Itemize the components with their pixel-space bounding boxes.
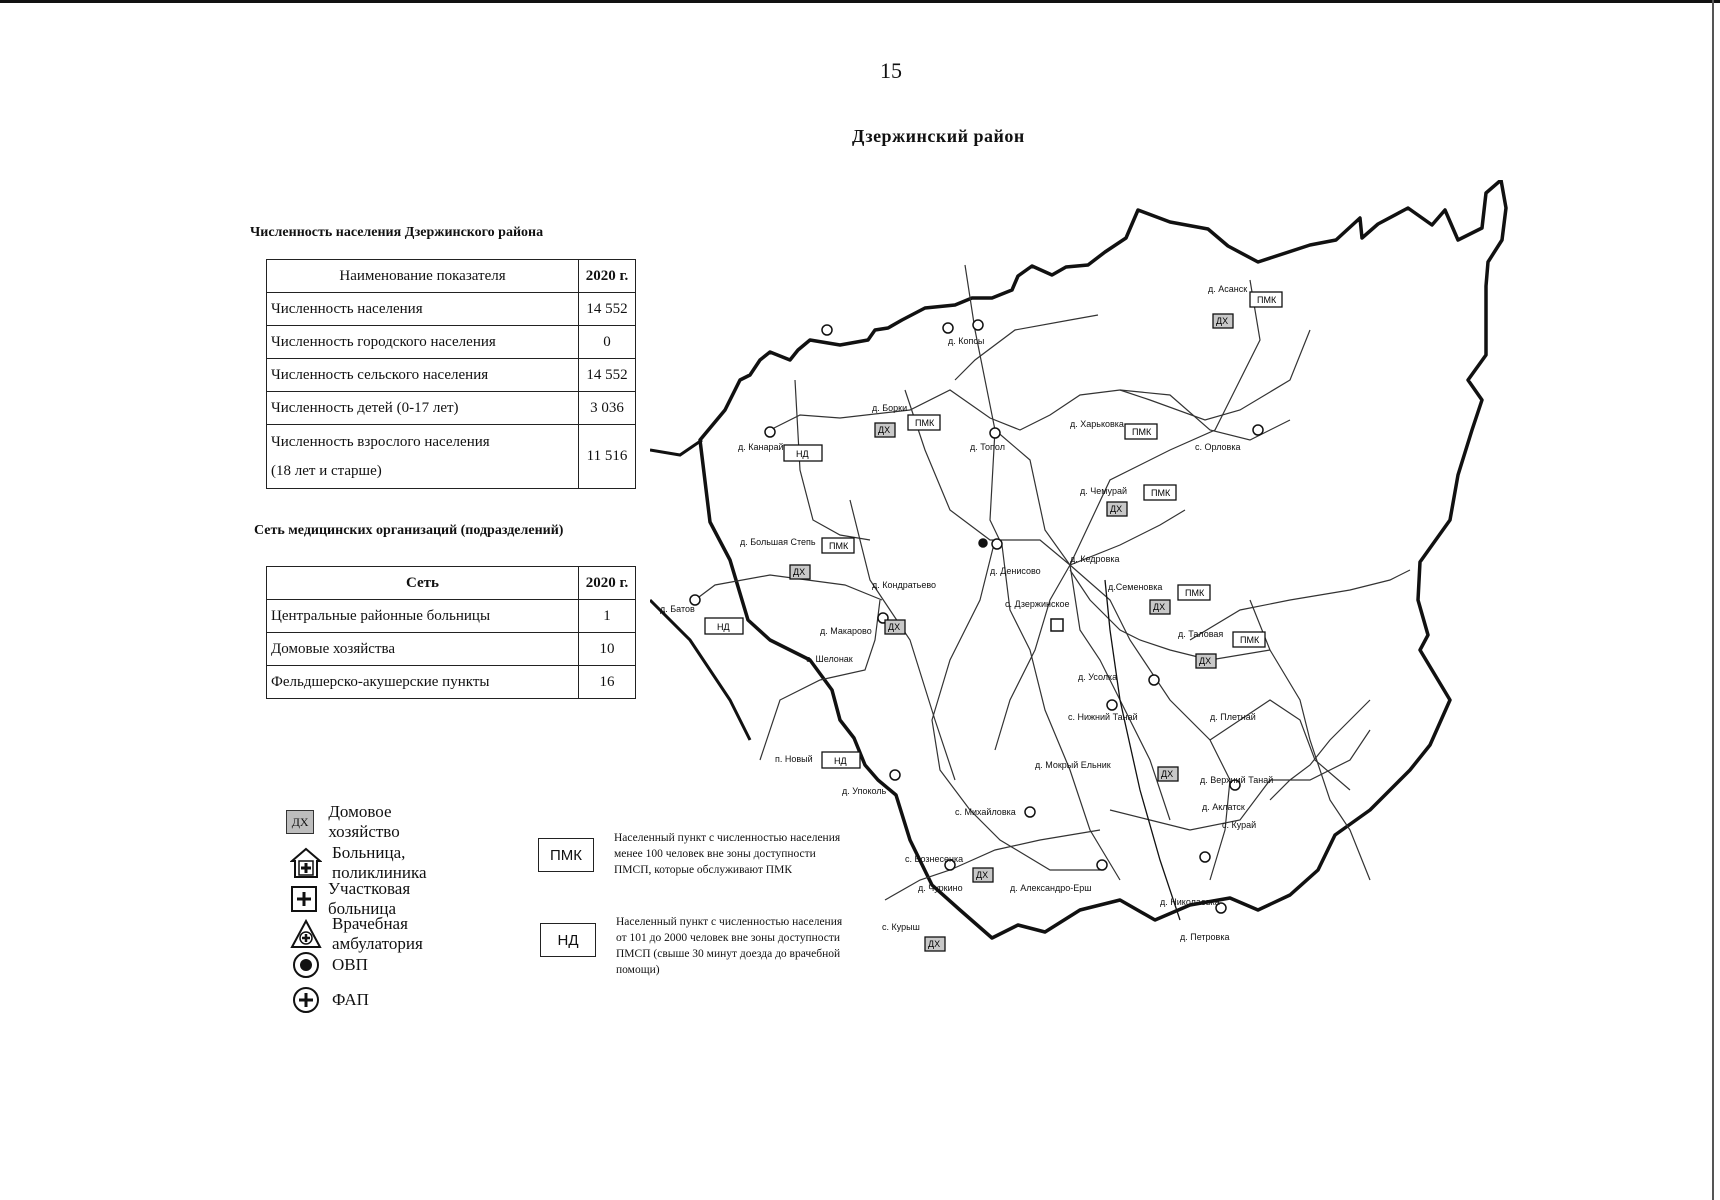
fap-icon bbox=[1107, 700, 1117, 710]
table-row bbox=[267, 293, 636, 326]
place-label: д. Асанск bbox=[1208, 284, 1248, 294]
table-cell bbox=[267, 425, 579, 489]
svg-text:ДХ: ДХ bbox=[928, 939, 941, 949]
ovp-icon bbox=[290, 949, 322, 981]
legend-row-hospital bbox=[290, 843, 427, 883]
place-labels bbox=[660, 284, 1273, 942]
railway bbox=[1105, 580, 1180, 920]
table-cell: Центральные районные больницы bbox=[267, 600, 579, 633]
column-header: 2020 г. bbox=[579, 567, 636, 600]
place-label: д. Мокрый Ельник bbox=[1035, 760, 1111, 770]
place-label: д. Таловая bbox=[1178, 629, 1224, 639]
table-cell: Домовые хозяйства bbox=[267, 633, 579, 666]
dx-badge bbox=[1150, 600, 1170, 614]
svg-text:ДХ: ДХ bbox=[976, 870, 989, 880]
svg-text:ПМК: ПМК bbox=[1132, 427, 1152, 437]
pmk-badge bbox=[1233, 632, 1265, 647]
pmk-badge bbox=[1250, 292, 1282, 307]
place-label: с. Нижний Танай bbox=[1068, 712, 1138, 722]
table-header-row bbox=[267, 567, 636, 600]
place-label: д. Большая Степь bbox=[740, 537, 816, 547]
table-row bbox=[267, 633, 636, 666]
district-hospital-icon bbox=[1051, 619, 1063, 631]
dx-badge bbox=[1196, 654, 1216, 668]
table-cell-line: Численность взрослого населения bbox=[271, 433, 490, 450]
table-cell: Численность населения bbox=[267, 293, 579, 326]
table-cell: 0 bbox=[579, 326, 636, 359]
place-label: с. Орловка bbox=[1195, 442, 1241, 452]
svg-text:НД: НД bbox=[834, 756, 847, 766]
nd-badge bbox=[784, 445, 822, 461]
table-header-row bbox=[267, 260, 636, 293]
place-label: д. Харьковка bbox=[1070, 419, 1124, 429]
page-top-rule bbox=[0, 0, 1720, 3]
pmk-badge-icon: ПМК bbox=[538, 838, 594, 872]
dx-badge bbox=[790, 565, 810, 579]
network-table bbox=[266, 566, 636, 699]
svg-text:ДХ: ДХ bbox=[793, 567, 806, 577]
place-label: д. Кондратьево bbox=[872, 580, 937, 590]
place-label: д. Петровка bbox=[1180, 932, 1230, 942]
svg-text:ПМК: ПМК bbox=[1240, 635, 1260, 645]
dx-badge-icon: ДХ bbox=[286, 810, 314, 834]
table-row bbox=[267, 600, 636, 633]
pmk-badge bbox=[1125, 424, 1157, 439]
table-row bbox=[267, 359, 636, 392]
fap-icon bbox=[765, 427, 775, 437]
fap-icon bbox=[992, 539, 1002, 549]
place-label: д. Батов bbox=[660, 604, 695, 614]
hospital-icon bbox=[290, 847, 322, 879]
dx-badge bbox=[1158, 767, 1178, 781]
place-label: д. Усолка bbox=[1078, 672, 1118, 682]
district-hospital-icon bbox=[290, 883, 318, 915]
svg-text:ДХ: ДХ bbox=[878, 425, 891, 435]
legend-row-ovp bbox=[290, 949, 368, 981]
page-number: 15 bbox=[880, 58, 902, 83]
place-label: д. Плетнай bbox=[1210, 712, 1256, 722]
place-label: с. Вознесенка bbox=[905, 854, 964, 864]
table-cell: 1 bbox=[579, 600, 636, 633]
table-cell: 3 036 bbox=[579, 392, 636, 425]
page-right-rule bbox=[1712, 0, 1714, 1200]
road-network bbox=[695, 265, 1410, 900]
table-cell: Численность сельского населения bbox=[267, 359, 579, 392]
fap-icon bbox=[290, 984, 322, 1016]
legend-label: ФАП bbox=[332, 990, 369, 1009]
table-row bbox=[267, 425, 636, 489]
legend-label: Участковая больница bbox=[328, 879, 411, 918]
place-label: с. Курыш bbox=[882, 922, 920, 932]
network-section-title: Сеть медицинских организаций (подразделений) bbox=[254, 523, 564, 538]
table-row bbox=[267, 326, 636, 359]
place-label: с. Дзержинское bbox=[1005, 599, 1070, 609]
table-row bbox=[267, 666, 636, 699]
pmk-badge bbox=[1144, 485, 1176, 500]
population-section-title: Численность населения Дзержинского района bbox=[250, 225, 544, 240]
table-cell: 11 516 bbox=[579, 425, 636, 489]
place-label: д. Борки bbox=[872, 403, 908, 413]
table-cell: 16 bbox=[579, 666, 636, 699]
dx-badge bbox=[973, 868, 993, 882]
place-label: д. Упоколь bbox=[842, 786, 887, 796]
place-label: д. Кедровка bbox=[1070, 554, 1120, 564]
place-label: д. Денисово bbox=[990, 566, 1041, 576]
nd-badge bbox=[822, 752, 860, 768]
fap-icon bbox=[1200, 852, 1210, 862]
svg-text:НД: НД bbox=[717, 622, 730, 632]
fap-icon bbox=[1097, 860, 1107, 870]
pmk-badge bbox=[908, 415, 940, 430]
table-row bbox=[267, 392, 636, 425]
svg-text:ПМК: ПМК bbox=[915, 418, 935, 428]
place-label: д. Аклатск bbox=[1202, 802, 1245, 812]
ambulatory-icon bbox=[290, 918, 322, 950]
nd-description: Населенный пункт с численностью населения от 101 до 2000 человек вне зоны доступности ПМСП (свыше 30 минут доезда до врачебной помощи) bbox=[616, 916, 843, 976]
svg-text:ДХ: ДХ bbox=[1216, 316, 1229, 326]
table-cell: Численность детей (0-17 лет) bbox=[267, 392, 579, 425]
svg-text:НД: НД bbox=[796, 449, 809, 459]
table-cell: 14 552 bbox=[579, 359, 636, 392]
legend-row-fap bbox=[290, 984, 369, 1016]
page-title: Дзержинский район bbox=[852, 126, 1025, 146]
pmk-badge bbox=[822, 538, 854, 553]
svg-text:ДХ: ДХ bbox=[1110, 504, 1123, 514]
dx-badge bbox=[1107, 502, 1127, 516]
place-label: д. Копсы bbox=[948, 336, 985, 346]
svg-text:ДХ: ДХ bbox=[1199, 656, 1212, 666]
fap-icon bbox=[1149, 675, 1159, 685]
map-badges bbox=[705, 292, 1282, 951]
place-label: д. Чуркино bbox=[918, 883, 963, 893]
table-cell: Численность городского населения bbox=[267, 326, 579, 359]
dx-badge bbox=[1213, 314, 1233, 328]
place-label: с. Михайловка bbox=[955, 807, 1016, 817]
column-header: Наименование показателя bbox=[267, 260, 579, 293]
svg-text:ПМК: ПМК bbox=[1151, 488, 1171, 498]
legend-row-dx bbox=[286, 802, 415, 842]
place-label: д.Семеновка bbox=[1108, 582, 1163, 592]
place-label: п. Новый bbox=[775, 754, 813, 764]
place-label: д. Канарай bbox=[738, 442, 784, 452]
population-table bbox=[266, 259, 636, 489]
table-cell: Фельдшерско-акушерские пункты bbox=[267, 666, 579, 699]
fap-icon bbox=[990, 428, 1000, 438]
legend-label: Больница, поликлиника bbox=[332, 843, 427, 882]
place-label: д. Александро-Ерш bbox=[1010, 883, 1092, 893]
column-header: 2020 г. bbox=[579, 260, 636, 293]
place-label: д. Чемурай bbox=[1080, 486, 1127, 496]
svg-text:ДХ: ДХ bbox=[888, 622, 901, 632]
place-label: с. Шелонак bbox=[806, 654, 853, 664]
legend-row-ambulatory bbox=[290, 914, 423, 954]
fap-icon bbox=[1025, 807, 1035, 817]
fap-icon bbox=[943, 323, 953, 333]
legend-row-district-hospital bbox=[290, 879, 414, 919]
table-cell: 10 bbox=[579, 633, 636, 666]
svg-text:ПМК: ПМК bbox=[1257, 295, 1277, 305]
ovp-icon bbox=[979, 539, 987, 547]
fap-icon bbox=[1253, 425, 1263, 435]
pmk-badge bbox=[1178, 585, 1210, 600]
table-cell: 14 552 bbox=[579, 293, 636, 326]
svg-text:ДХ: ДХ bbox=[1153, 602, 1166, 612]
nd-badge bbox=[705, 618, 743, 634]
svg-text:ДХ: ДХ bbox=[1161, 769, 1174, 779]
fap-icon bbox=[973, 320, 983, 330]
legend-label: Домовое хозяйство bbox=[328, 802, 400, 841]
legend-label: ОВП bbox=[332, 955, 368, 974]
place-label: д. Макарово bbox=[820, 626, 872, 636]
place-label: д. Верхний Танай bbox=[1200, 775, 1274, 785]
nd-badge-icon: НД bbox=[540, 923, 596, 957]
legend-label: Врачебная амбулатория bbox=[332, 914, 423, 953]
column-header: Сеть bbox=[267, 567, 579, 600]
district-map bbox=[650, 180, 1650, 1000]
dx-badge bbox=[885, 620, 905, 634]
dx-badge bbox=[925, 937, 945, 951]
fap-icon bbox=[822, 325, 832, 335]
place-label: д. Топол bbox=[970, 442, 1005, 452]
pmk-description: Населенный пункт с численностью населения менее 100 человек вне зоны доступности ПМСП, которые обслуживают ПМК bbox=[614, 832, 841, 876]
place-label: с. Курай bbox=[1222, 820, 1257, 830]
table-cell-line: (18 лет и старше) bbox=[271, 462, 382, 479]
fap-icon bbox=[890, 770, 900, 780]
place-label: д. Николаевка bbox=[1160, 897, 1220, 907]
neighbor-border bbox=[650, 440, 702, 455]
svg-text:ПМК: ПМК bbox=[829, 541, 849, 551]
svg-text:ПМК: ПМК bbox=[1185, 588, 1205, 598]
dx-badge bbox=[875, 423, 895, 437]
